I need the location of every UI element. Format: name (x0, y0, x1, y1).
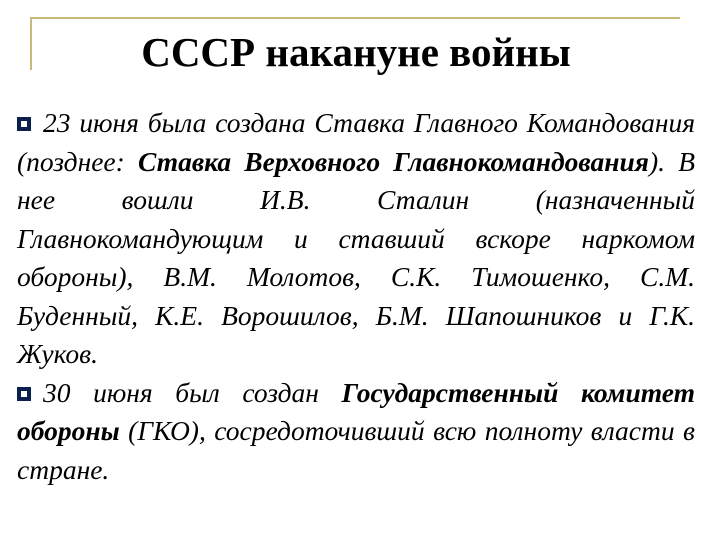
bullet-item (17, 104, 695, 374)
bullet-bold-text: Ставка Верховного Главнокомандования (137, 145, 649, 177)
bullet-text: ). В нее вошли И.В. Сталин (назначенный Главнокомандующим и ставший вскоре наркомом обороны), В.М. Молотов, С.К. Тимошенко, С.М. Буденный, К.Е. Ворошилов, Б.М. Шапошников и Г.К. Жуков. (17, 145, 695, 369)
bullet-bold-text: Государственный комитет обороны (17, 376, 695, 446)
bullet-text: 30 июня был создан (43, 376, 342, 408)
bullet-text: 23 июня была создана Ставка Главного Командования (позднее: (17, 107, 695, 177)
square-bullet-icon (17, 387, 31, 401)
square-bullet-icon (17, 117, 31, 131)
bullet-text: (ГКО), сосредоточивший всю полноту власти в стране. (17, 415, 695, 485)
frame-top-line (30, 17, 680, 19)
bullet-item (17, 374, 695, 490)
slide-title: СССР накануне войны (141, 29, 571, 75)
slide-body (17, 104, 695, 489)
